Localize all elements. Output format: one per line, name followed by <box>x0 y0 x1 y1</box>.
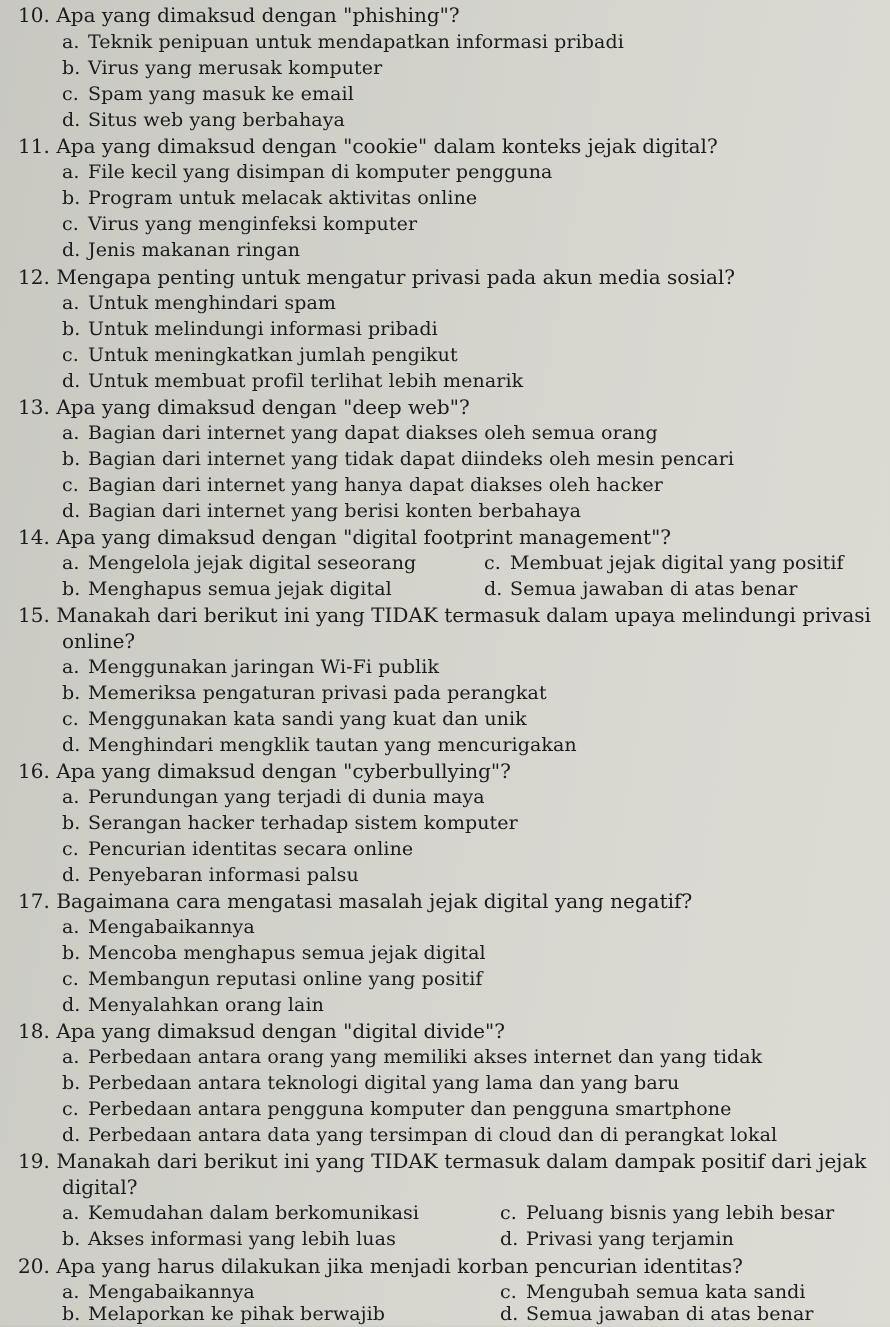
question-19 <box>18 1148 866 1174</box>
option-17-a <box>62 914 255 940</box>
option-text: Mengabaikannya <box>88 1281 255 1303</box>
option-text: Perbedaan antara orang yang memiliki akses internet dan yang tidak <box>88 1046 763 1068</box>
option-18-c <box>62 1096 731 1122</box>
question-text: Apa yang dimaksud dengan "deep web"? <box>56 395 470 419</box>
question-10 <box>18 2 460 28</box>
option-text: Menyalahkan orang lain <box>88 994 324 1016</box>
option-letter: a. <box>62 656 80 678</box>
option-14-d <box>484 576 798 602</box>
question-text: Bagaimana cara mengatasi masalah jejak digital yang negatif? <box>56 889 693 913</box>
option-text: Semua jawaban di atas benar <box>510 578 798 600</box>
question-number: 20. <box>18 1254 50 1278</box>
option-17-c <box>62 966 483 992</box>
option-letter: b. <box>62 448 81 470</box>
option-text: Membangun reputasi online yang positif <box>88 968 483 990</box>
option-text: Mengabaikannya <box>88 916 255 938</box>
option-16-b <box>62 810 518 836</box>
option-text: Pencurian identitas secara online <box>88 838 414 860</box>
question-number: 13. <box>18 395 50 419</box>
question-text: Apa yang dimaksud dengan "phishing"? <box>56 3 460 27</box>
question-number: 10. <box>18 3 50 27</box>
option-text: Bagian dari internet yang berisi konten berbahaya <box>88 500 582 522</box>
option-letter: b. <box>62 942 81 964</box>
question-19-continuation: digital? <box>62 1175 138 1199</box>
option-letter: c. <box>484 552 501 574</box>
option-text: Virus yang menginfeksi komputer <box>88 213 418 235</box>
option-20-d <box>500 1301 814 1327</box>
option-letter: b. <box>62 57 81 79</box>
option-16-c <box>62 836 413 862</box>
question-14 <box>18 524 671 550</box>
question-text: Apa yang dimaksud dengan "cyberbullying"? <box>56 759 511 783</box>
option-letter: c. <box>62 83 79 105</box>
question-15 <box>18 602 871 628</box>
option-10-c <box>62 81 354 107</box>
question-text: Apa yang dimaksud dengan "digital footprint management"? <box>56 525 671 549</box>
option-letter: a. <box>62 161 80 183</box>
option-text: Semua jawaban di atas benar <box>526 1303 814 1325</box>
option-text: Virus yang merusak komputer <box>88 57 383 79</box>
option-letter: d. <box>62 864 81 886</box>
option-letter: b. <box>62 1228 81 1250</box>
option-text: Situs web yang berbahaya <box>88 109 345 131</box>
question-text: Apa yang dimaksud dengan "digital divide"? <box>56 1019 505 1043</box>
option-letter: a. <box>62 1046 80 1068</box>
option-10-a <box>62 29 624 55</box>
option-text: Mencoba menghapus semua jejak digital <box>88 942 486 964</box>
option-letter: c. <box>62 708 79 730</box>
option-letter: c. <box>62 838 79 860</box>
question-18 <box>18 1018 505 1044</box>
option-letter: c. <box>62 344 79 366</box>
option-17-b <box>62 940 486 966</box>
option-text: Melaporkan ke pihak berwajib <box>88 1303 386 1325</box>
option-16-a <box>62 784 485 810</box>
option-letter: b. <box>62 1303 81 1325</box>
option-19-d <box>500 1226 734 1252</box>
option-12-a <box>62 290 336 316</box>
question-number: 11. <box>18 134 50 158</box>
question-16 <box>18 758 511 784</box>
option-letter: d. <box>62 370 81 392</box>
option-letter: b. <box>62 682 81 704</box>
question-text: Manakah dari berikut ini yang TIDAK termasuk dalam upaya melindungi privasi <box>56 603 871 627</box>
option-text: Untuk membuat profil terlihat lebih menarik <box>88 370 524 392</box>
question-number: 12. <box>18 265 50 289</box>
option-11-c <box>62 211 417 237</box>
option-text: Peluang bisnis yang lebih besar <box>526 1202 835 1224</box>
option-text: Menggunakan jaringan Wi-Fi publik <box>88 656 440 678</box>
option-18-d <box>62 1122 777 1148</box>
option-text: Untuk menghindari spam <box>88 292 337 314</box>
option-letter: d. <box>62 109 81 131</box>
option-letter: a. <box>62 422 80 444</box>
question-15-continuation: online? <box>62 629 136 653</box>
option-12-b <box>62 316 438 342</box>
option-letter: a. <box>62 786 80 808</box>
option-letter: d. <box>62 239 81 261</box>
option-text: Membuat jejak digital yang positif <box>510 552 844 574</box>
option-letter: b. <box>62 578 81 600</box>
question-number: 17. <box>18 889 50 913</box>
option-text: Penyebaran informasi palsu <box>88 864 359 886</box>
option-18-a <box>62 1044 762 1070</box>
option-letter: b. <box>62 812 81 834</box>
option-10-d <box>62 107 345 133</box>
option-10-b <box>62 55 382 81</box>
option-letter: d. <box>62 734 81 756</box>
option-text: Mengelola jejak digital seseorang <box>88 552 417 574</box>
option-text: Untuk melindungi informasi pribadi <box>88 318 438 340</box>
option-letter: b. <box>62 318 81 340</box>
question-17 <box>18 888 692 914</box>
option-letter: c. <box>500 1202 517 1224</box>
question-number: 14. <box>18 525 50 549</box>
option-letter: a. <box>62 1202 80 1224</box>
option-letter: a. <box>62 292 80 314</box>
question-number: 18. <box>18 1019 50 1043</box>
question-number: 15. <box>18 603 50 627</box>
option-letter: a. <box>62 1281 80 1303</box>
option-text: Bagian dari internet yang dapat diakses oleh semua orang <box>88 422 658 444</box>
option-text: File kecil yang disimpan di komputer pengguna <box>88 161 553 183</box>
option-letter: d. <box>62 994 81 1016</box>
option-text: Serangan hacker terhadap sistem komputer <box>88 812 518 834</box>
option-text: Perundungan yang terjadi di dunia maya <box>88 786 485 808</box>
question-11 <box>18 133 718 159</box>
option-text: Menggunakan kata sandi yang kuat dan unik <box>88 708 527 730</box>
option-19-c <box>500 1200 834 1226</box>
option-20-b <box>62 1301 385 1327</box>
question-text: Mengapa penting untuk mengatur privasi pada akun media sosial? <box>56 265 736 289</box>
option-text: Program untuk melacak aktivitas online <box>88 187 478 209</box>
option-letter: a. <box>62 31 80 53</box>
option-12-c <box>62 342 458 368</box>
option-letter: c. <box>62 968 79 990</box>
option-15-d <box>62 732 577 758</box>
option-11-b <box>62 185 477 211</box>
option-text: Bagian dari internet yang tidak dapat diindeks oleh mesin pencari <box>88 448 735 470</box>
option-13-b <box>62 446 734 472</box>
option-17-d <box>62 992 324 1018</box>
option-text: Akses informasi yang lebih luas <box>88 1228 396 1250</box>
option-18-b <box>62 1070 679 1096</box>
option-14-b <box>62 576 392 602</box>
option-text: Privasi yang terjamin <box>526 1228 734 1250</box>
option-text: Perbedaan antara pengguna komputer dan pengguna smartphone <box>88 1098 732 1120</box>
option-letter: b. <box>62 187 81 209</box>
option-19-a <box>62 1200 419 1226</box>
option-text: Teknik penipuan untuk mendapatkan informasi pribadi <box>88 31 624 53</box>
option-letter: a. <box>62 916 80 938</box>
option-19-b <box>62 1226 396 1252</box>
option-text: Untuk meningkatkan jumlah pengikut <box>88 344 458 366</box>
question-number: 16. <box>18 759 50 783</box>
option-13-d <box>62 498 581 524</box>
question-text: Manakah dari berikut ini yang TIDAK termasuk dalam dampak positif dari jejak <box>56 1149 867 1173</box>
option-text: Menghapus semua jejak digital <box>88 578 392 600</box>
option-text: Menghindari mengklik tautan yang mencurigakan <box>88 734 577 756</box>
option-letter: d. <box>484 578 503 600</box>
option-text: Bagian dari internet yang hanya dapat diakses oleh hacker <box>88 474 663 496</box>
option-text: Jenis makanan ringan <box>88 239 301 261</box>
option-letter: a. <box>62 552 80 574</box>
question-number: 19. <box>18 1149 50 1173</box>
question-text: Apa yang dimaksud dengan "cookie" dalam konteks jejak digital? <box>56 134 718 158</box>
option-15-b <box>62 680 547 706</box>
option-text: Mengubah semua kata sandi <box>526 1281 806 1303</box>
question-text: Apa yang harus dilakukan jika menjadi korban pencurian identitas? <box>56 1254 743 1278</box>
option-text: Perbedaan antara data yang tersimpan di cloud dan di perangkat lokal <box>88 1124 778 1146</box>
option-14-a <box>62 550 416 576</box>
option-letter: c. <box>500 1281 517 1303</box>
option-letter: d. <box>500 1303 519 1325</box>
option-text: Perbedaan antara teknologi digital yang lama dan yang baru <box>88 1072 680 1094</box>
option-letter: c. <box>62 1098 79 1120</box>
option-15-a <box>62 654 439 680</box>
option-text: Spam yang masuk ke email <box>88 83 354 105</box>
option-letter: c. <box>62 213 79 235</box>
question-12 <box>18 264 735 290</box>
option-letter: d. <box>62 1124 81 1146</box>
option-text: Kemudahan dalam berkomunikasi <box>88 1202 420 1224</box>
question-13 <box>18 394 470 420</box>
option-11-a <box>62 159 552 185</box>
option-letter: d. <box>62 500 81 522</box>
option-13-c <box>62 472 663 498</box>
option-14-c <box>484 550 844 576</box>
option-letter: b. <box>62 1072 81 1094</box>
option-16-d <box>62 862 359 888</box>
option-text: Memeriksa pengaturan privasi pada perangkat <box>88 682 547 704</box>
question-20 <box>18 1253 743 1279</box>
option-letter: d. <box>500 1228 519 1250</box>
option-letter: c. <box>62 474 79 496</box>
option-13-a <box>62 420 658 446</box>
option-15-c <box>62 706 527 732</box>
option-12-d <box>62 368 523 394</box>
option-11-d <box>62 237 300 263</box>
